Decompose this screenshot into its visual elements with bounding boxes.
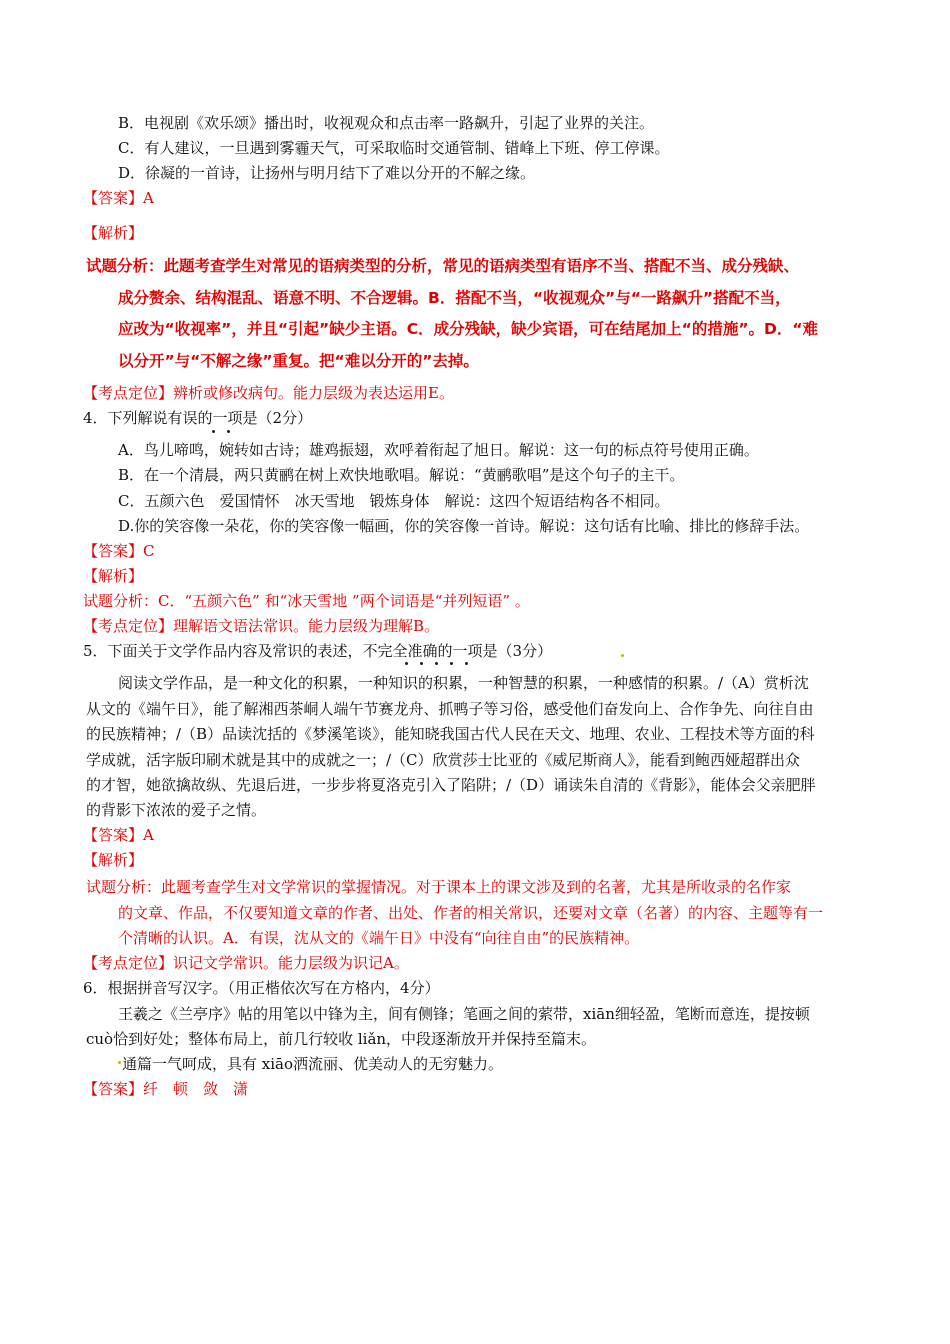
q6-stem: 6．根据拼音写汉字。（用正楷依次写在方格内，4分） — [83, 979, 440, 997]
emphasis-dot — [405, 662, 408, 665]
answer-value: A — [143, 189, 154, 207]
emphasis-dot — [450, 662, 453, 665]
q3-answer — [83, 188, 154, 208]
kaodian-label: 【考点定位】 — [83, 954, 174, 972]
q5-analysis-line-1: 试题分析：此题考查学生对文学常识的掌握情况。对于课本上的课文涉及到的名著，尤其是所收录的名作家 — [86, 878, 792, 896]
q6-passage-line-1: 王羲之《兰亭序》帖的用笔以中锋为主，间有侧锋；笔画之间的萦带，xiān细轻盈，笔断而意连，提按顿 — [118, 1005, 810, 1023]
emphasis-dot — [420, 662, 423, 665]
q3-analysis-line-2: 成分赘余、结构混乱、语意不明、不合逻辑。B．搭配不当，“收视观众”与“一路飙升”搭配不当， — [118, 289, 791, 307]
answer-label: 【答案】 — [83, 189, 144, 207]
q3-kaodian — [83, 383, 454, 403]
q5-passage-line-2: 从文的《端午日》，能了解湘西茶峒人端午节赛龙舟、抓鸭子等习俗，感受他们奋发向上、合作争先、向往自由 — [86, 700, 814, 718]
q3-option-c: C．有人建议，一旦遇到雾霾天气，可采取临时交通管制、错峰上下班、停工停课。 — [118, 139, 670, 157]
q4-analysis: 试题分析：C．“五颜六色” 和“冰天雪地 ”两个词语是“并列短语” 。 — [83, 592, 530, 610]
q4-answer — [83, 541, 155, 561]
q4-option-b: B．在一个清晨，两只黄鹂在树上欢快地歌唱。解说：“黄鹂歌唱”是这个句子的主干。 — [118, 466, 685, 484]
q5-passage-line-5: 的才智，她欲擒故纵、先退后进，一步步将夏洛克引入了陷阱；/（D）诵读朱自清的《背影》，能体会父亲肥胖 — [86, 776, 816, 794]
q5-stem: 5．下面关于文学作品内容及常识的表述，不完全准确的一项是（3分） — [83, 642, 553, 660]
q6-answer — [83, 1079, 248, 1099]
q4-option-a: A．鸟儿啼鸣，婉转如古诗；雄鸡振翅，欢呼着衔起了旭日。解说：这一句的标点符号使用正确。 — [118, 441, 759, 459]
emphasis-dot — [212, 430, 215, 433]
q5-kaodian — [83, 953, 409, 973]
q4-kaodian — [83, 616, 439, 636]
q4-analysis-label: 【解析】 — [83, 567, 144, 585]
kaodian-label: 【考点定位】 — [83, 384, 174, 402]
q3-option-d: D．徐凝的一首诗，让扬州与明月结下了难以分开的不解之缘。 — [118, 164, 536, 182]
emphasis-dot — [435, 662, 438, 665]
q5-passage-line-1: 阅读文学作品，是一种文化的积累，一种知识的积累，一种智慧的积累，一种感情的积累。/（A）赏析沈 — [118, 674, 809, 692]
q5-passage-line-6: 的背影下浓浓的爱子之情。 — [86, 801, 267, 819]
emphasis-dot — [465, 662, 468, 665]
q3-option-b: B．电视剧《欢乐颂》播出时，收视观众和点击率一路飙升，引起了业界的关注。 — [118, 114, 655, 132]
q4-option-d: D.你的笑容像一朵花，你的笑容像一幅画，你的笑容像一首诗。解说：这句话有比喻、排比的修辞手法。 — [118, 517, 810, 535]
answer-value: 纤 顿 敛 潇 — [143, 1080, 249, 1098]
kaodian-value: 理解语文语法常识。能力层级为理解B。 — [173, 617, 440, 635]
q5-analysis-line-2: 的文章、作品，不仅要知道文章的作者、出处、作者的相关常识，还要对文章（名著）的内容、主题等有一 — [118, 904, 824, 922]
q5-passage-line-3: 的民族精神；/（B）品读沈括的《梦溪笔谈》，能知晓我国古代人民在天文、地理、农业、工程技术等方面的科 — [86, 725, 815, 743]
q5-passage-line-4: 学成就，活字版印刷术就是其中的成就之一；/（C）欣赏莎士比亚的《威尼斯商人》，能看到鲍西娅超群出众 — [86, 751, 801, 769]
answer-label: 【答案】 — [83, 542, 144, 560]
q5-analysis-line-3: 个清晰的认识。A．有误，沈从文的《端午日》中没有“向往自由”的民族精神。 — [118, 929, 640, 947]
marker-dot — [118, 1061, 121, 1064]
kaodian-value: 识记文学常识。能力层级为识记A。 — [173, 954, 409, 972]
q4-option-c: C．五颜六色 爱国情怀 冰天雪地 锻炼身体 解说：这四个短语结构各不相同。 — [118, 492, 670, 510]
kaodian-value: 辨析或修改病句。能力层级为表达运用E。 — [173, 384, 454, 402]
q6-passage-line-3: 通篇一气呵成，具有 xiāo洒流丽、优美动人的无穷魅力。 — [122, 1055, 504, 1073]
q5-answer — [83, 825, 154, 845]
marker-dot — [621, 654, 624, 657]
emphasis-dot — [227, 430, 230, 433]
answer-value: A — [143, 826, 154, 844]
q3-analysis-label: 【解析】 — [83, 224, 144, 242]
kaodian-label: 【考点定位】 — [83, 617, 174, 635]
q3-analysis-line-4: 以分开”与“不解之缘”重复。把“难以分开的”去掉。 — [118, 352, 479, 370]
q3-analysis-line-1: 试题分析：此题考查学生对常见的语病类型的分析，常见的语病类型有语序不当、搭配不当、成分残缺、 — [86, 257, 800, 275]
q6-passage-line-2: cuò恰到好处；整体布局上，前几行较收 liǎn，中段逐渐放开并保持至篇末。 — [86, 1030, 597, 1048]
answer-label: 【答案】 — [83, 826, 144, 844]
answer-label: 【答案】 — [83, 1080, 144, 1098]
answer-value: C — [143, 542, 155, 560]
q3-analysis-line-3: 应改为“收视率”，并且“引起”缺少主语。C．成分残缺，缺少宾语，可在结尾加上“的措施”。D．“难 — [118, 320, 819, 338]
q4-stem: 4．下列解说有误的一项是（2分） — [83, 409, 313, 427]
q5-analysis-label: 【解析】 — [83, 851, 144, 869]
